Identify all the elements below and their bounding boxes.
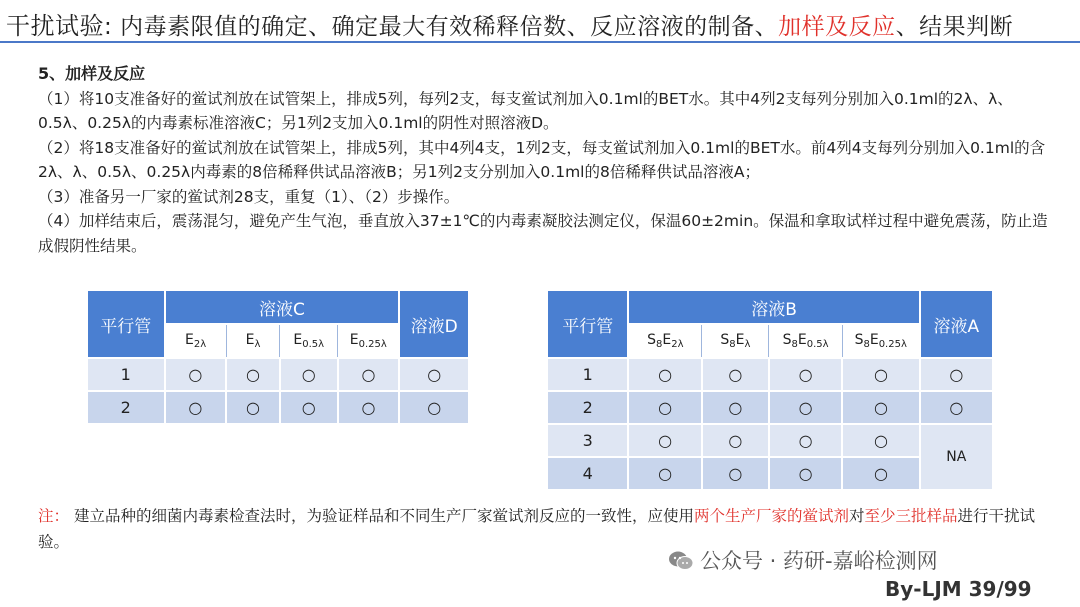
slide-header (0, 0, 1080, 42)
cell-circle: ○ (842, 424, 919, 457)
title-part2: 、结果判断 (895, 14, 1014, 40)
watermark-text: 公众号 · 药研-嘉峪检测网 (700, 549, 938, 573)
cell-circle: ○ (769, 358, 842, 391)
cell-circle: ○ (842, 457, 919, 490)
cell-circle: ○ (702, 457, 769, 490)
cell-circle: ○ (280, 391, 338, 424)
cell-circle: ○ (165, 391, 227, 424)
cell-circle: ○ (920, 358, 993, 391)
col-header-solution-d: 溶液D (399, 290, 469, 358)
note-highlight-2: 至少三批样品 (864, 507, 958, 525)
note-highlight-1: 两个生产厂家的鲎试剂 (693, 507, 849, 525)
title-highlight: 加样及反应 (778, 14, 896, 40)
slide-title (6, 6, 1013, 41)
sub-header-s8e-025l: $S_8E_{0.25\lambda}$ (842, 324, 919, 358)
row-label: 1 (87, 358, 165, 391)
cell-circle: ○ (165, 358, 227, 391)
cell-circle: ○ (920, 391, 993, 424)
sub-header-e-025l: $E_{0.25\lambda}$ (338, 324, 400, 358)
sub-header-s8e-05l: $S_8E_{0.5\lambda}$ (769, 324, 842, 358)
col-header-parallel: 平行管 (87, 290, 165, 358)
cell-circle: ○ (280, 358, 338, 391)
footer-page-label: By-LJM 39/99 (885, 577, 1032, 601)
cell-circle: ○ (399, 358, 469, 391)
row-label: 2 (87, 391, 165, 424)
title-main: 干扰试验 (6, 12, 104, 40)
solution-c-d-table (86, 289, 470, 425)
note-text-2: 对 (848, 507, 865, 525)
sub-header-s8e-l: $S_8E_\lambda$ (702, 324, 769, 358)
note-text-3: 进行干扰试验。 (38, 507, 1036, 551)
cell-circle: ○ (628, 358, 701, 391)
note-label: 注： (38, 507, 70, 525)
cell-circle: ○ (338, 358, 400, 391)
sub-header-s8e-2l: $S_8E_{2\lambda}$ (628, 324, 701, 358)
cell-circle: ○ (399, 391, 469, 424)
cell-circle: ○ (226, 391, 280, 424)
cell-circle: ○ (628, 457, 701, 490)
cell-circle: ○ (628, 391, 701, 424)
group-header-solution-b: 溶液B (628, 290, 919, 324)
table-row (547, 358, 993, 391)
cell-circle: ○ (769, 391, 842, 424)
row-label: 2 (547, 391, 628, 424)
table-row (547, 424, 993, 457)
group-header-solution-c: 溶液C (165, 290, 400, 324)
section-title: 5、加样及反应 (38, 64, 146, 83)
solution-b-a-table (546, 289, 994, 491)
row-label: 4 (547, 457, 628, 490)
body-text (38, 62, 1048, 258)
cell-circle: ○ (628, 424, 701, 457)
cell-circle: ○ (842, 358, 919, 391)
title-separator: : (104, 14, 113, 40)
cell-circle: ○ (769, 424, 842, 457)
paragraph-2: （2）将18支准备好的鲎试剂放在试管架上，排成5列，其中4列4支，1列2支，每支鲎试剂加入0.1ml的BET水。前4列4支每列分别加入0.1ml的含2λ、λ、0.5λ、0.25λ内毒素的8倍稀释供试品溶液B；另1列2支分别加入0.1ml的8倍稀释供试品溶液A； (38, 138, 1046, 181)
row-label: 3 (547, 424, 628, 457)
cell-circle: ○ (702, 391, 769, 424)
sub-header-e-2l: $E_{2\lambda}$ (165, 324, 227, 358)
cell-circle: ○ (226, 358, 280, 391)
row-label: 1 (547, 358, 628, 391)
table-row (87, 358, 469, 391)
paragraph-4: （4）加样结束后，震荡混匀，避免产生气泡，垂直放入37±1℃的内毒素凝胶法测定仪，保温60±2min。保温和拿取试样过程中避免震荡，防止造成假阴性结果。 (38, 212, 1048, 255)
wechat-logo-icon (668, 550, 694, 572)
header-divider (0, 41, 1080, 43)
watermark (668, 545, 938, 575)
col-header-solution-a: 溶液A (920, 290, 993, 358)
table-row (87, 391, 469, 424)
cell-na: NA (920, 424, 993, 490)
title-part1: 内毒素限值的确定、确定最大有效稀释倍数、反应溶液的制备、 (120, 14, 779, 40)
table-row (547, 391, 993, 424)
cell-circle: ○ (702, 424, 769, 457)
cell-circle: ○ (769, 457, 842, 490)
col-header-parallel: 平行管 (547, 290, 628, 358)
sub-header-e-05l: $E_{0.5\lambda}$ (280, 324, 338, 358)
sub-header-e-l: $E_\lambda$ (226, 324, 280, 358)
paragraph-1: （1）将10支准备好的鲎试剂放在试管架上，排成5列，每列2支，每支鲎试剂加入0.1ml的BET水。其中4列2支每列分别加入0.1ml的2λ、λ、0.5λ、0.25λ的内毒素标准溶液C；另1列2支加入0.1ml的阴性对照溶液D。 (38, 89, 1013, 132)
note-text-1: 建立品种的细菌内毒素检查法时，为验证样品和不同生产厂家鲎试剂反应的一致性，应使用 (73, 507, 694, 525)
cell-circle: ○ (702, 358, 769, 391)
cell-circle: ○ (338, 391, 400, 424)
cell-circle: ○ (842, 391, 919, 424)
paragraph-3: （3）准备另一厂家的鲎试剂28支，重复（1）、（2）步操作。 (38, 187, 460, 206)
